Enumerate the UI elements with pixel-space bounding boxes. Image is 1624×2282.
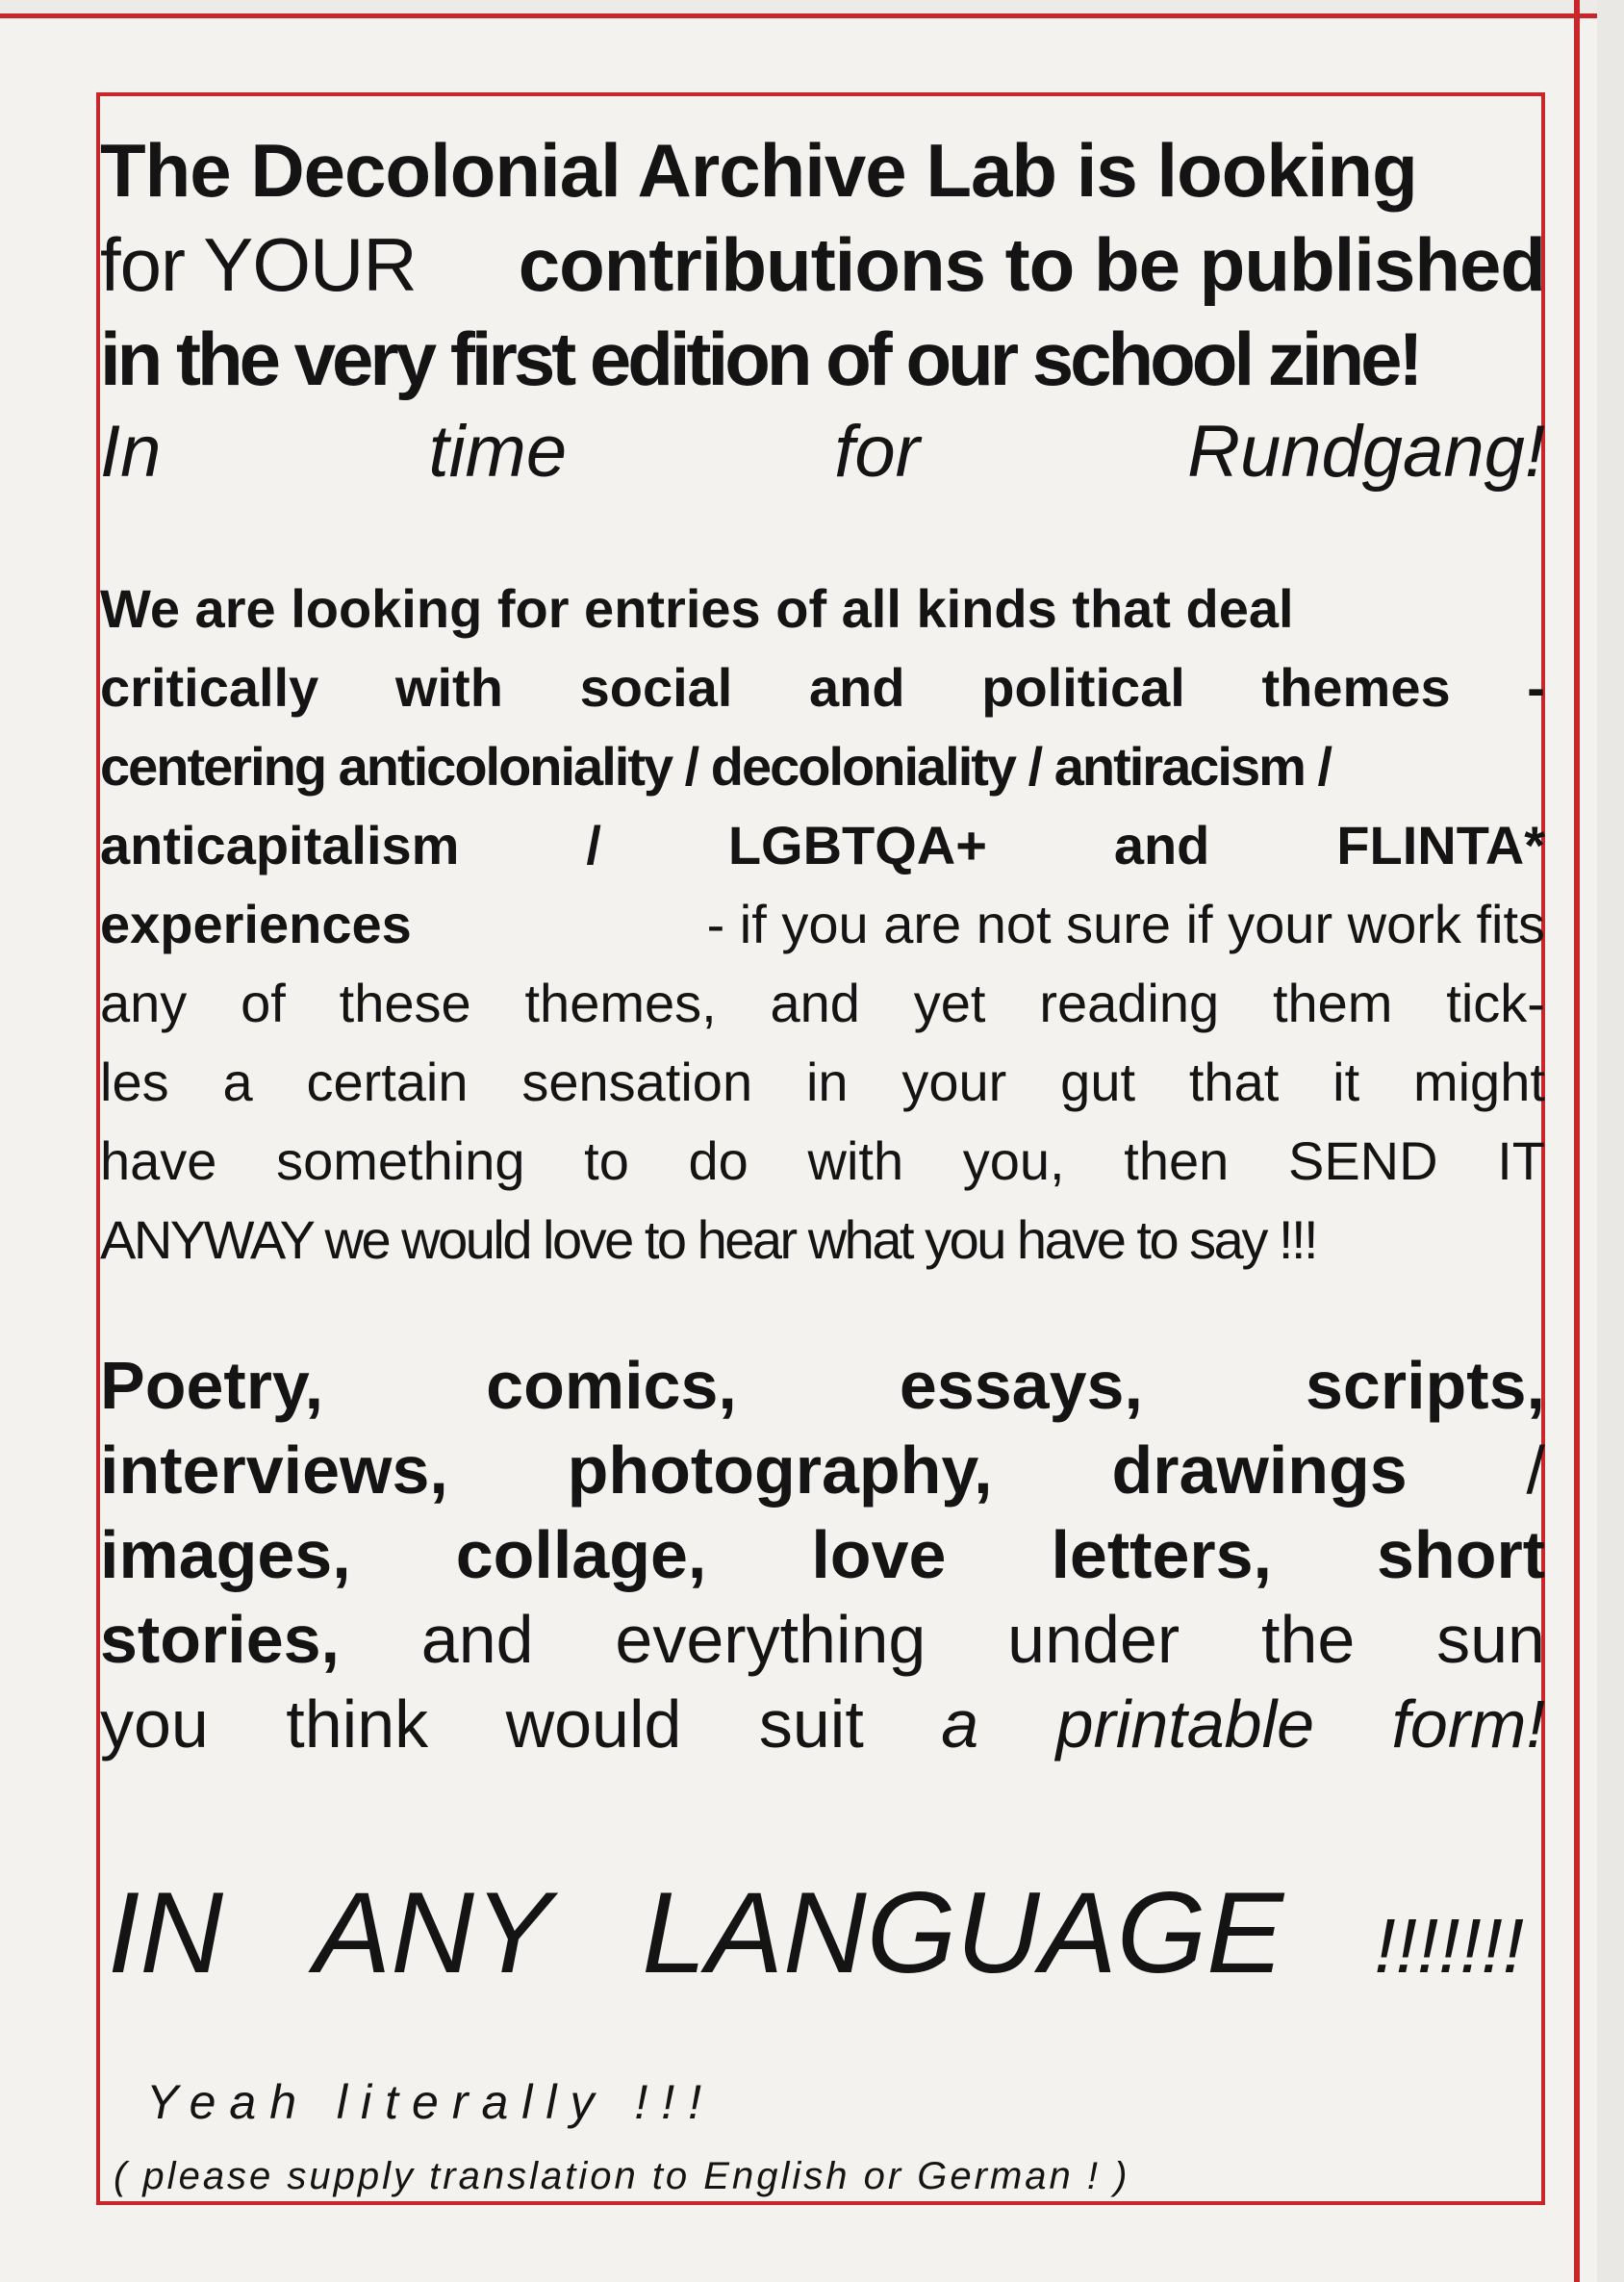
language-word: ANY	[314, 1868, 552, 1997]
body-line-9	[100, 1208, 1545, 1271]
body-word: and	[1113, 815, 1210, 875]
body-word: them	[1272, 973, 1393, 1033]
body-line-7	[100, 1051, 1545, 1113]
body-word: do	[688, 1130, 749, 1191]
forms-word: collage,	[455, 1517, 707, 1592]
body-word: social	[579, 657, 733, 718]
language-word: LANGUAGE	[642, 1868, 1284, 1997]
forms-word: short	[1377, 1517, 1545, 1592]
forms-line-4	[100, 1601, 1545, 1678]
body-word: these	[339, 973, 471, 1033]
forms-line-2	[100, 1432, 1545, 1509]
header-word: In	[100, 411, 162, 493]
body-word: anticapitalism	[100, 815, 460, 875]
forms-word: a	[941, 1686, 979, 1762]
forms-word: you	[100, 1686, 209, 1762]
body-word: that	[1188, 1052, 1280, 1112]
forms-word: photography,	[567, 1433, 993, 1508]
forms-word: printable	[1055, 1686, 1315, 1762]
forms-word: love	[811, 1517, 947, 1592]
forms-word: the	[1261, 1602, 1356, 1677]
forms-word: interviews,	[100, 1433, 448, 1508]
body-line-1	[100, 577, 1545, 640]
body-word: reading	[1039, 973, 1220, 1033]
zine-call-frame	[96, 92, 1545, 2205]
header-text-2b: contributions to be published	[518, 222, 1545, 307]
forms-word: sun	[1436, 1602, 1545, 1677]
body-word: /	[586, 815, 601, 875]
body-text-9: ANYWAY we would love to hear what you have to say !!!	[100, 1209, 1317, 1270]
forms-word: everything	[615, 1602, 926, 1677]
header-word: time	[428, 411, 568, 493]
body-word: have	[100, 1130, 217, 1191]
body-word: might	[1412, 1052, 1545, 1112]
forms-line-3	[100, 1516, 1545, 1593]
language-line	[100, 1866, 1524, 1999]
header-line-3	[100, 316, 1545, 403]
body-word: with	[807, 1130, 904, 1191]
forms-word: images,	[100, 1517, 351, 1592]
body-word: FLINTA*	[1336, 815, 1545, 875]
forms-word: form!	[1391, 1686, 1545, 1762]
body-word: themes	[1261, 657, 1451, 718]
forms-word: drawings	[1111, 1433, 1408, 1508]
yeah-line	[146, 2074, 1591, 2130]
body-word: tick-	[1446, 973, 1545, 1033]
body-word: LGBTQA+	[727, 815, 987, 875]
body-word: any	[100, 973, 188, 1033]
body-word: you,	[962, 1130, 1065, 1191]
body-word: to	[584, 1130, 629, 1191]
forms-line-5	[100, 1686, 1545, 1762]
header-text-2a: for YOUR	[100, 222, 417, 307]
body-text-5: - if you are not sure if your work fits	[706, 894, 1545, 954]
body-word: something	[276, 1130, 525, 1191]
language-word: IN	[108, 1868, 223, 1997]
header-line-2	[100, 221, 1545, 309]
body-word: les	[100, 1052, 169, 1112]
paper-edge-top	[0, 0, 1624, 18]
forms-word: suit	[758, 1686, 864, 1762]
forms-word: stories,	[100, 1602, 340, 1677]
translation-note	[114, 2155, 1559, 2198]
yeah-text: Yeah literally !!!	[146, 2075, 716, 2129]
forms-word: and	[420, 1602, 534, 1677]
forms-word: essays,	[899, 1348, 1143, 1423]
body-line-2	[100, 656, 1545, 719]
translation-note-text: ( please supply translation to English or German ! )	[114, 2155, 1130, 2197]
header-text-1: The Decolonial Archive Lab is looking	[100, 128, 1417, 213]
body-text-3: centering anticoloniality / decoloniality / antiracism /	[100, 736, 1332, 797]
body-word: themes,	[524, 973, 717, 1033]
body-word: IT	[1497, 1130, 1545, 1191]
body-word: then	[1124, 1130, 1230, 1191]
language-word: !!!!!!!	[1374, 1903, 1524, 1989]
forms-word: comics,	[486, 1348, 737, 1423]
paper-edge-right	[1597, 0, 1624, 2282]
body-word: and	[809, 657, 905, 718]
forms-word: under	[1007, 1602, 1180, 1677]
red-edge-line	[1574, 0, 1580, 2282]
header-word: Rundgang!	[1187, 411, 1545, 493]
body-line-6	[100, 972, 1545, 1034]
body-word: it	[1332, 1052, 1360, 1112]
body-word: sensation	[521, 1052, 753, 1112]
body-word: political	[981, 657, 1185, 718]
body-word: with	[394, 657, 503, 718]
body-word: -	[1527, 657, 1545, 718]
body-word: your	[901, 1052, 1007, 1112]
header-line-4	[100, 410, 1545, 494]
header-line-1	[100, 127, 1545, 215]
body-word: gut	[1060, 1052, 1136, 1112]
body-line-3	[100, 735, 1545, 798]
body-line-5	[100, 893, 1545, 955]
body-word: a	[222, 1052, 253, 1112]
forms-word: would	[505, 1686, 682, 1762]
forms-word: Poetry,	[100, 1348, 324, 1423]
forms-word: scripts,	[1305, 1348, 1545, 1423]
body-word: yet	[913, 973, 986, 1033]
forms-word: /	[1526, 1433, 1545, 1508]
body-word: in	[805, 1052, 849, 1112]
body-line-8	[100, 1129, 1545, 1192]
header-text-3: in the very first edition of our school zine!	[100, 317, 1420, 401]
forms-word: think	[286, 1686, 429, 1762]
header-word: for	[834, 411, 920, 493]
body-word: critically	[100, 657, 319, 718]
body-word: and	[770, 973, 860, 1033]
body-text-1: We are looking for entries of all kinds that deal	[100, 578, 1294, 639]
body-word: certain	[306, 1052, 469, 1112]
forms-line-1	[100, 1347, 1545, 1424]
forms-word: letters,	[1051, 1517, 1272, 1592]
body-line-4	[100, 814, 1545, 876]
body-word: experiences	[100, 894, 412, 954]
body-word: of	[241, 973, 286, 1033]
body-word: SEND	[1287, 1130, 1438, 1191]
